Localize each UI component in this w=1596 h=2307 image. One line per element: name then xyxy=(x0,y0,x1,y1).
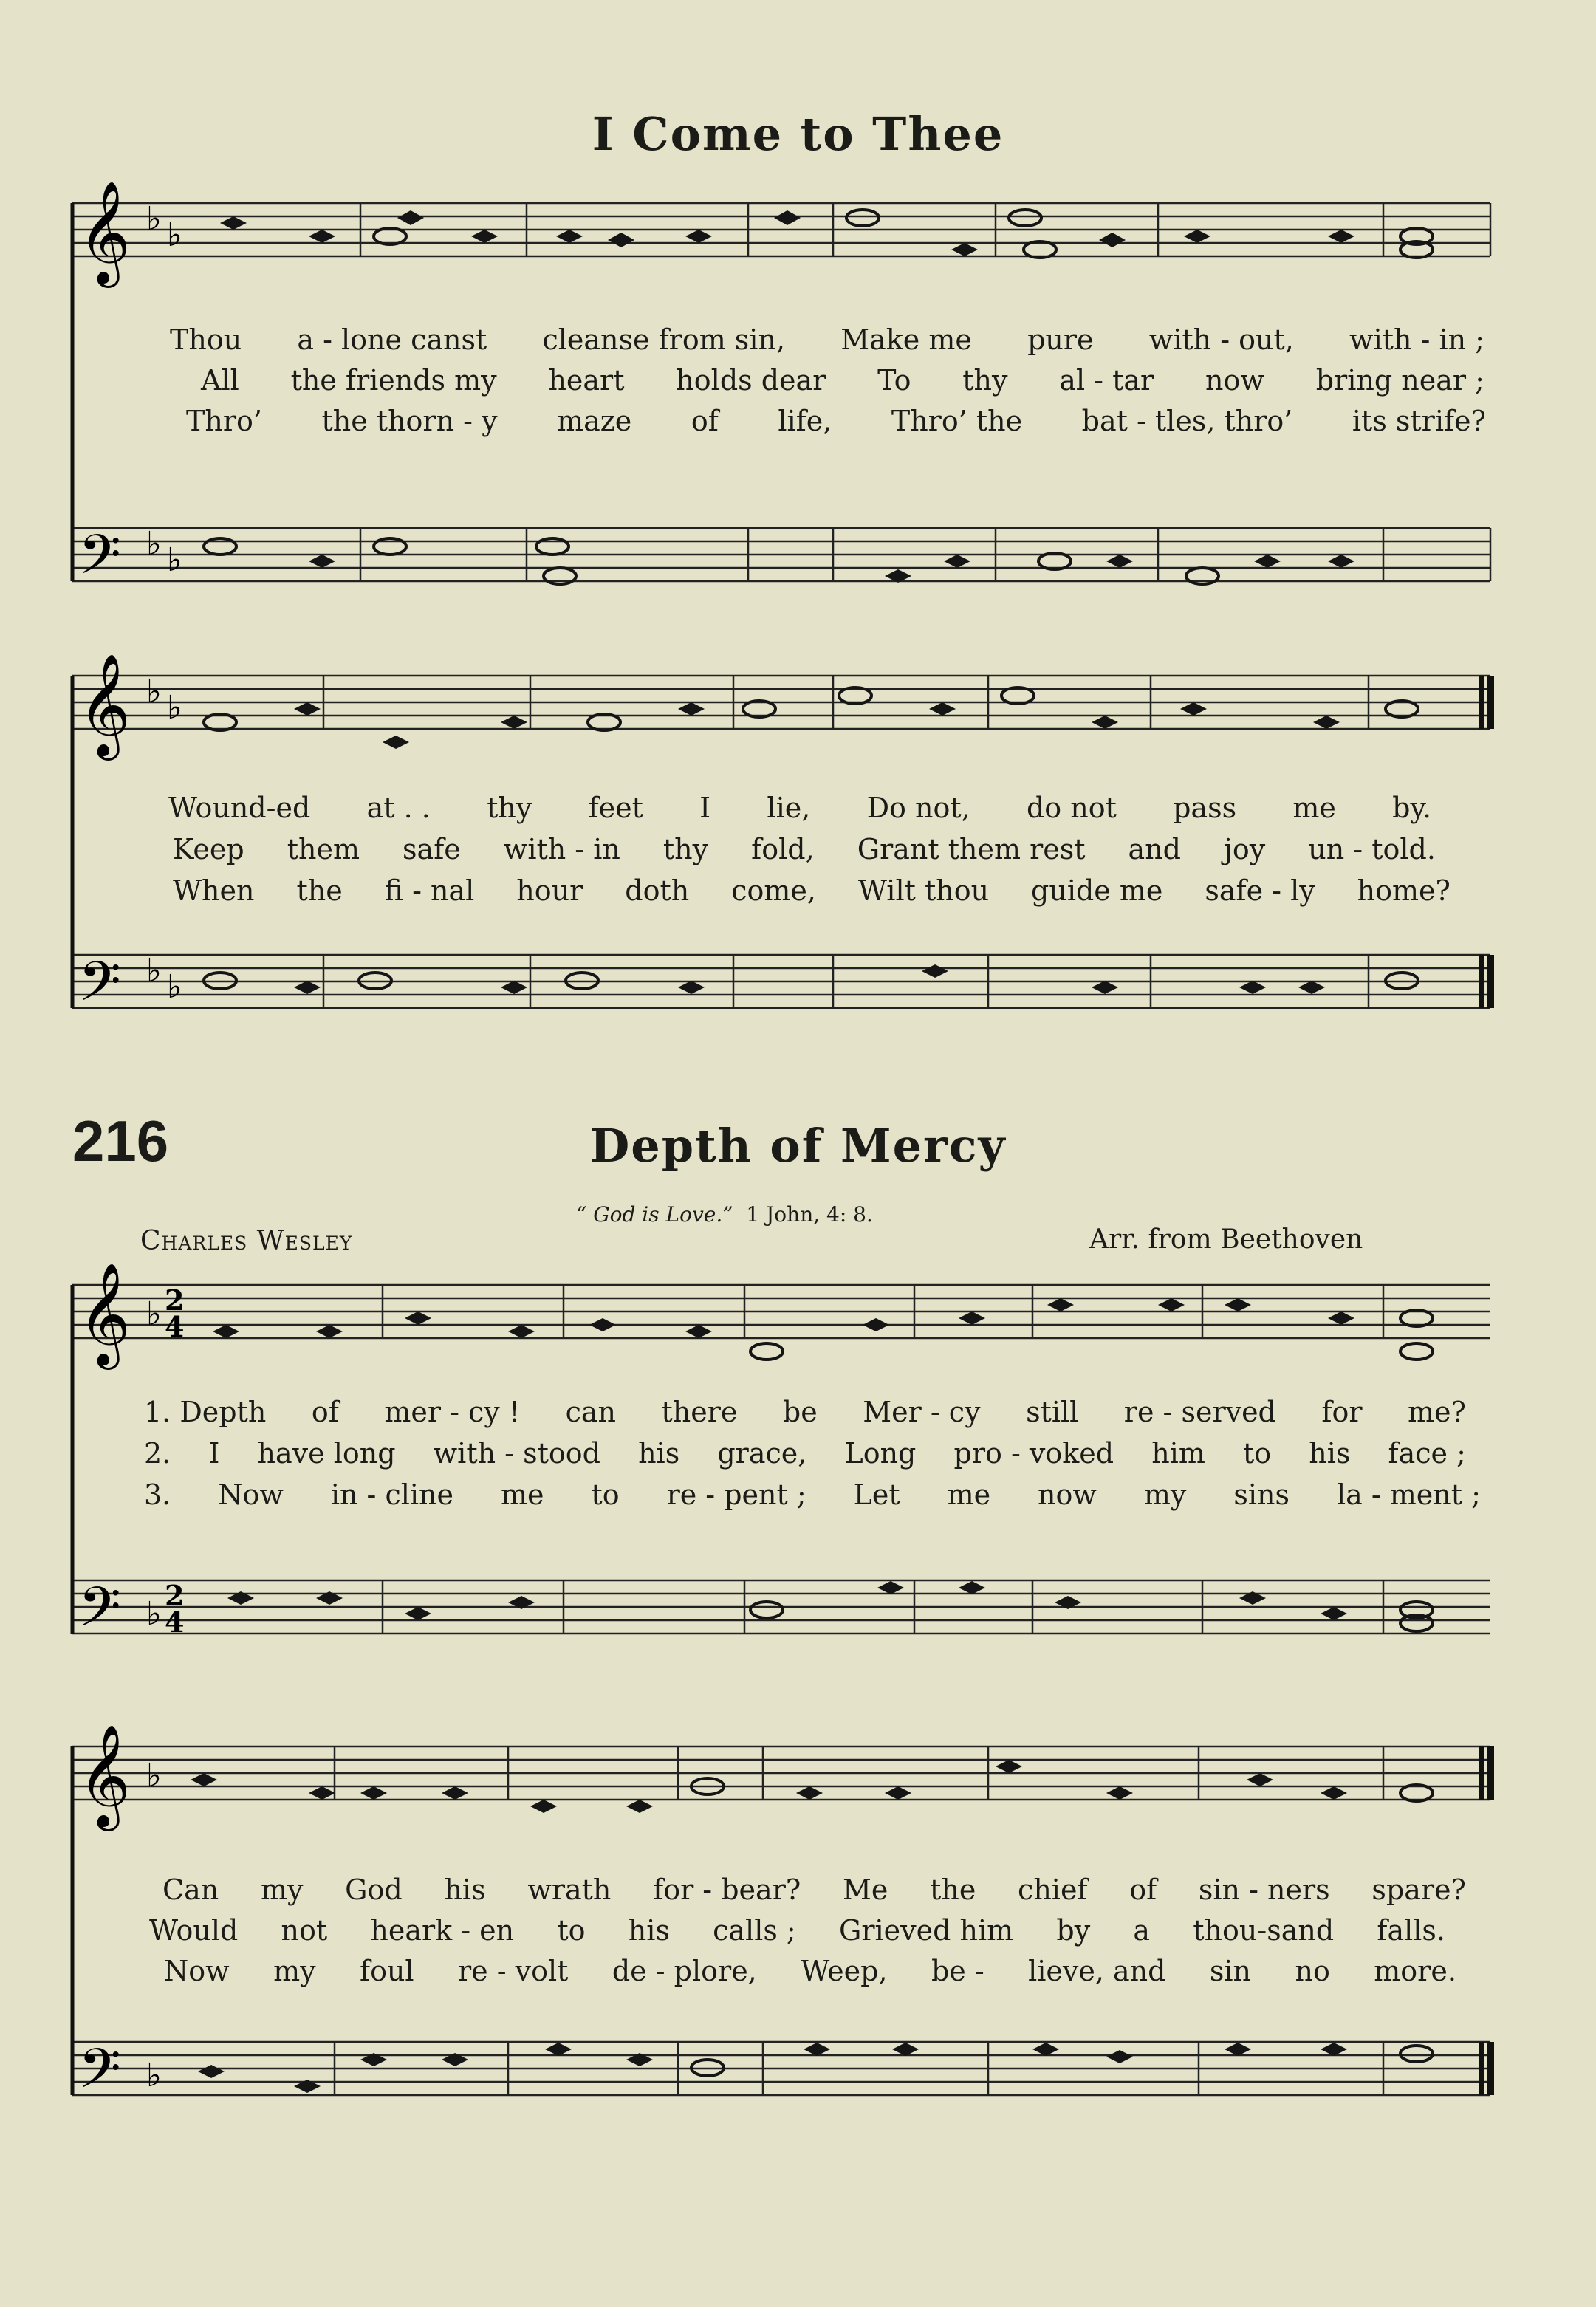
lyric-line-215-3: Thro’ the thorn - y maze of life, Thro’ the bat - tles, thro’ its strife? xyxy=(186,405,1486,437)
lyric-line-216-1: 1. Depth of mer - cy ! can there be Mer - cy still re - served for me? xyxy=(144,1396,1466,1428)
svg-text:𝄢: 𝄢 xyxy=(78,950,121,1027)
lyric-line-216-6: Now my foul re - volt de - plore, Weep, be - lieve, and sin no more. xyxy=(164,1955,1456,1987)
lyric-line-215-6: When the fi - nal hour doth come, Wilt thou guide me safe - ly home? xyxy=(173,874,1451,907)
hymn-number: 216 xyxy=(72,1108,169,1173)
svg-text:♭: ♭ xyxy=(146,673,162,710)
hymn-title-i-come-to-thee: I Come to Thee xyxy=(592,107,1004,161)
hymn-title-depth-of-mercy: Depth of Mercy xyxy=(589,1119,1007,1173)
scripture-reference xyxy=(576,1202,873,1227)
lyric-line-216-3: 3. Now in - cline me to re - pent ; Let me now my sins la - ment ; xyxy=(144,1478,1481,1511)
svg-text:4: 4 xyxy=(165,1605,185,1639)
svg-text:♭: ♭ xyxy=(167,216,182,254)
svg-text:𝄞: 𝄞 xyxy=(78,1263,131,1365)
lyric-line-215-1: Thou a - lone canst cleanse from sin, Make me pure with - out, with - in ; xyxy=(170,323,1484,356)
lyric-line-216-2: 2. I have long with - stood his grace, Long pro - voked him to his face ; xyxy=(144,1437,1466,1470)
svg-text:♭: ♭ xyxy=(167,968,182,1006)
lyric-line-215-2: All the friends my heart holds dear To thy al - tar now bring near ; xyxy=(201,364,1484,397)
arranger-credit: Arr. from Beethoven xyxy=(1089,1224,1363,1255)
svg-text:♭: ♭ xyxy=(146,1595,162,1633)
author-credit: Charles Wesley xyxy=(140,1226,353,1256)
lyric-line-215-4: Wound-ed at . . thy feet I lie, Do not, do not pass me by. xyxy=(168,792,1431,824)
svg-text:4: 4 xyxy=(165,1310,185,1343)
svg-text:♭: ♭ xyxy=(146,2057,162,2094)
svg-text:𝄞: 𝄞 xyxy=(78,654,131,756)
svg-text:𝄢: 𝄢 xyxy=(78,1575,121,1653)
svg-text:♭: ♭ xyxy=(167,689,182,727)
svg-text:𝄢: 𝄢 xyxy=(78,2037,121,2114)
lyric-line-216-4: Can my God his wrath for - bear? Me the chief of sin - ners spare? xyxy=(162,1874,1466,1906)
svg-text:𝄢: 𝄢 xyxy=(78,523,121,600)
svg-text:♭: ♭ xyxy=(146,952,162,990)
svg-text:♭: ♭ xyxy=(167,541,182,579)
svg-text:2: 2 xyxy=(165,1579,185,1612)
svg-text:𝄞: 𝄞 xyxy=(78,1724,131,1827)
scripture-citation: 1 John, 4: 8. xyxy=(746,1202,873,1227)
svg-text:2: 2 xyxy=(165,1283,185,1317)
svg-text:♭: ♭ xyxy=(146,1757,162,1794)
svg-text:♭: ♭ xyxy=(146,200,162,238)
lyric-line-216-5: Would not heark - en to his calls ; Grieved him by a thou-sand falls. xyxy=(149,1914,1445,1947)
scripture-quote: “ God is Love.” xyxy=(576,1202,733,1227)
lyric-line-215-5: Keep them safe with - in thy fold, Grant them rest and joy un - told. xyxy=(173,833,1436,865)
svg-text:♭: ♭ xyxy=(146,1295,162,1333)
svg-text:♭: ♭ xyxy=(146,525,162,563)
svg-text:𝄞: 𝄞 xyxy=(78,181,131,284)
